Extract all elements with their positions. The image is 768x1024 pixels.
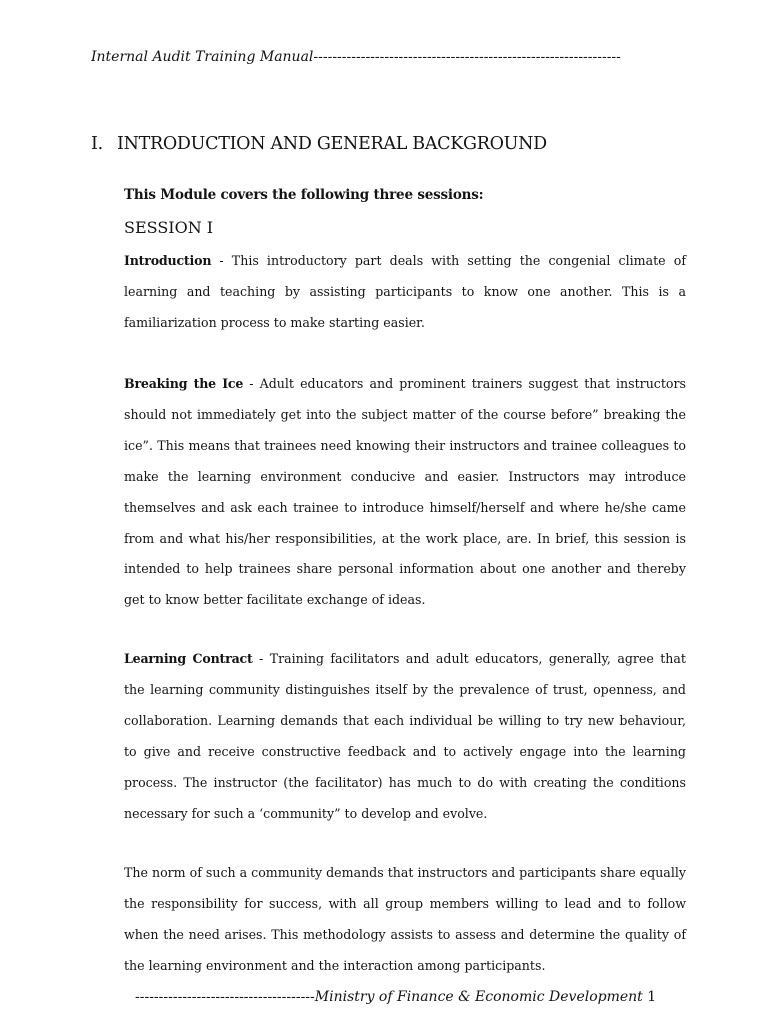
paragraph-breaking-ice — [124, 369, 686, 616]
session-heading: SESSION I — [124, 218, 214, 237]
paragraph-text-introduction: - This introductory part deals with setting the congenial climate of learning and teaching by assisting participants to know one another. This is a familiarization process to make starting easier. — [124, 253, 686, 330]
paragraph-lead-learning-contract: Learning Contract — [124, 651, 253, 666]
paragraph-learning-contract — [124, 644, 686, 829]
paragraph-norm — [124, 858, 686, 982]
paragraph-lead-introduction: Introduction — [124, 253, 212, 268]
footer-organization: Ministry of Finance & Economic Development — [314, 989, 643, 1005]
section-number: I. — [91, 134, 103, 154]
header-rule: ----------------------------------------------------------------- — [313, 49, 621, 65]
footer-rule: -------------------------------------- — [135, 989, 315, 1005]
paragraph-lead-breaking-ice: Breaking the Ice — [124, 376, 244, 391]
section-heading — [91, 133, 547, 155]
paragraph-introduction — [124, 246, 686, 339]
page-number: 1 — [647, 989, 657, 1005]
paragraph-text-breaking-ice: - Adult educators and prominent trainers suggest that instructors should not immediately get into the subject matter of the course before” breaking the ice”. This means that trainees need knowing their instructors and trainee colleagues to make the learning environment conducive and easier. Instructors may introduce themselves and ask each trainee to introduce himself/herself and where he/she came from and what his/her responsibilities, at the work place, are. In brief, this session is intended to help trainees share personal information about one another and thereby get to know better facilitate exchange of ideas. — [124, 376, 686, 608]
header-title: Internal Audit Training Manual — [91, 49, 314, 65]
running-footer — [135, 988, 656, 1006]
running-header — [91, 48, 711, 66]
paragraph-text-learning-contract: - Training facilitators and adult educators, generally, agree that the learning community distinguishes itself by the prevalence of trust, openness, and collaboration. Learning demands that each individual be willing to try new behaviour, to give and receive constructive feedback and to actively engage into the learning process. The instructor (the facilitator) has much to do with creating the conditions necessary for such a ‘community” to develop and evolve. — [124, 651, 686, 821]
paragraph-text-norm: The norm of such a community demands that instructors and participants share equally the responsibility for success, with all group members willing to lead and to follow when the need arises. This methodology assists to assess and determine the quality of the learning environment and the interaction among participants. — [124, 865, 686, 973]
section-title: INTRODUCTION AND GENERAL BACKGROUND — [117, 134, 547, 154]
module-intro: This Module covers the following three sessions: — [124, 187, 484, 203]
